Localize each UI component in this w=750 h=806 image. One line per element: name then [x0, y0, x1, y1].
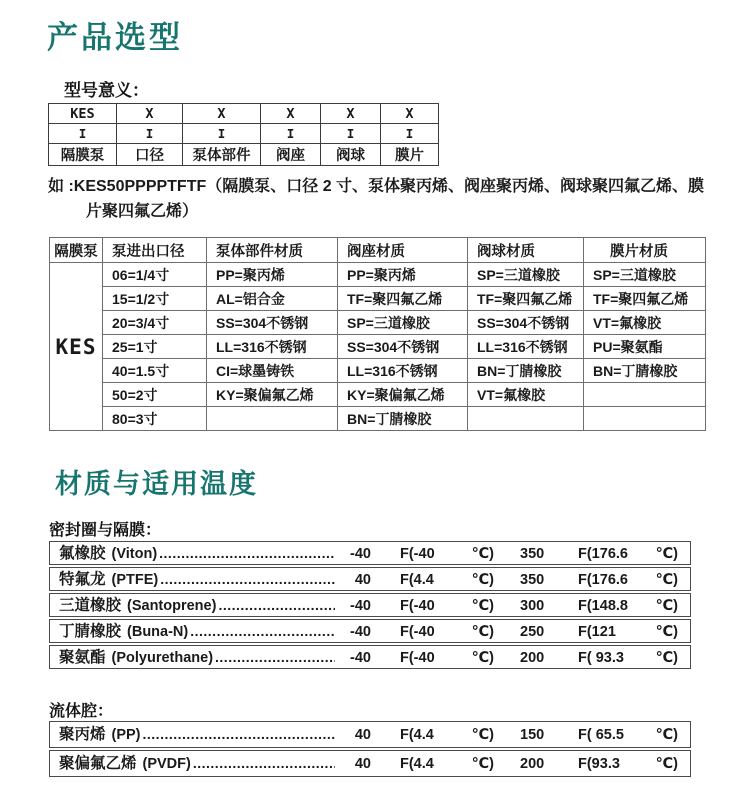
selection-table-row: [50, 311, 706, 335]
dot-leader: [218, 595, 335, 615]
temperature-row: [49, 750, 691, 777]
selection-table-row: [50, 359, 706, 383]
dot-leader: [215, 647, 335, 667]
celsius-unit: ℃): [471, 727, 494, 743]
material-en-name: (PVDF): [142, 756, 191, 772]
model-table-row: [49, 124, 439, 144]
min-temp-c: [400, 753, 494, 776]
material-name: 聚偏氟乙烯: [59, 755, 137, 772]
max-temp-c: [578, 753, 678, 776]
model-code-cell: X: [117, 104, 183, 124]
min-temp-c: [400, 724, 494, 747]
min-temp-c: [400, 570, 494, 590]
model-pipe-cell: I: [321, 124, 381, 144]
max-temp-c-value: F( 93.3: [578, 650, 624, 666]
min-temp-c: [400, 596, 494, 616]
dot-leader: [143, 723, 335, 746]
material-name: 特氟龙: [59, 571, 106, 588]
selection-header-2: 泵进出口径: [103, 238, 207, 263]
selection-table-cell: PP=聚丙烯: [207, 263, 338, 287]
selection-table-cell: [468, 407, 584, 431]
max-temp-f: 300: [520, 598, 545, 614]
model-code-cell: X: [381, 104, 439, 124]
temperature-row: [49, 619, 691, 643]
min-temp-f: -40: [350, 546, 371, 562]
min-temp-f: 40: [354, 572, 371, 588]
min-temp-c-value: F(4.4: [400, 756, 434, 772]
max-temp-f: 200: [520, 650, 545, 666]
material-name: 聚氨酯: [59, 649, 106, 666]
selection-header-5: 阀球材质: [468, 238, 584, 263]
min-temp-c: [400, 648, 494, 668]
material-name: 三道橡胶: [59, 597, 122, 614]
material-name: 聚丙烯: [59, 726, 106, 743]
material-en-name: (PTFE): [111, 572, 159, 588]
selection-table-cell: VT=氟橡胶: [468, 383, 584, 407]
dot-leader: [190, 621, 335, 641]
selection-table-cell: VT=氟橡胶: [584, 311, 706, 335]
selection-table-cell: [584, 383, 706, 407]
model-code-cell: X: [183, 104, 261, 124]
min-temp-f: -40: [350, 624, 371, 640]
temperature-row: [49, 645, 691, 669]
material-en-name: (PP): [111, 727, 141, 743]
celsius-unit: ℃): [471, 546, 494, 562]
temperature-row: [49, 721, 691, 748]
selection-table-row: [50, 335, 706, 359]
selection-table-row: [50, 383, 706, 407]
selection-table-header-row: [50, 238, 706, 263]
page-title-product-selection: 产品选型: [47, 20, 183, 55]
selection-table-cell: PU=聚氨酯: [584, 335, 706, 359]
max-temp-c: [578, 724, 678, 747]
selection-table-cell: 06=1/4寸: [103, 263, 207, 287]
temperature-row: [49, 567, 691, 591]
min-temp-c-value: F(-40: [400, 624, 435, 640]
material-en-name: (Polyurethane): [111, 650, 214, 666]
selection-table-cell: SS=304不锈钢: [468, 311, 584, 335]
model-example-line2: 片聚四氟乙烯）: [86, 203, 199, 220]
min-temp-c: [400, 544, 494, 564]
selection-header-1: 隔膜泵: [50, 238, 103, 263]
selection-table-cell: 15=1/2寸: [103, 287, 207, 311]
model-pipe-cell: I: [381, 124, 439, 144]
selection-table-cell: LL=316不锈钢: [468, 335, 584, 359]
min-temp-f: 40: [354, 727, 371, 743]
celsius-unit: ℃): [471, 756, 494, 772]
selection-table-cell: KY=聚偏氟乙烯: [338, 383, 468, 407]
max-temp-c: [578, 648, 678, 668]
selection-table-cell: BN=丁腈橡胶: [468, 359, 584, 383]
model-pipe-cell: I: [117, 124, 183, 144]
selection-header-6: 膜片材质: [584, 238, 706, 263]
min-temp-c-value: F(-40: [400, 546, 435, 562]
dot-leader: [193, 752, 335, 775]
selection-table-cell: CI=球墨铸铁: [207, 359, 338, 383]
series-code-cell: KES: [50, 263, 103, 431]
seal-diaphragm-label: 密封圈与隔膜：: [49, 522, 162, 539]
celsius-unit: ℃): [655, 572, 678, 588]
selection-table-row: [50, 287, 706, 311]
seal-temperature-table: [49, 541, 691, 671]
selection-table-head: [50, 238, 706, 263]
selection-table-cell: SS=304不锈钢: [338, 335, 468, 359]
celsius-unit: ℃): [655, 546, 678, 562]
model-name-cell: 口径: [117, 144, 183, 166]
max-temp-c-value: F(121: [578, 624, 616, 640]
celsius-unit: ℃): [471, 650, 494, 666]
model-name-cell: 泵体部件: [183, 144, 261, 166]
model-table-row: [49, 104, 439, 124]
model-pipe-cell: I: [183, 124, 261, 144]
model-name-cell: 阀座: [261, 144, 321, 166]
max-temp-c-value: F(176.6: [578, 546, 628, 562]
min-temp-c-value: F(-40: [400, 598, 435, 614]
material-en-name: (Viton): [111, 546, 158, 562]
dot-leader: [160, 569, 335, 589]
model-example-text: [48, 174, 720, 224]
min-temp-c-value: F(-40: [400, 650, 435, 666]
material-en-name: (Santoprene): [127, 598, 217, 614]
min-temp-f: -40: [350, 650, 371, 666]
section-title-materials-temperature: 材质与适用温度: [55, 469, 258, 499]
selection-table-cell: PP=聚丙烯: [338, 263, 468, 287]
max-temp-f: 200: [520, 756, 545, 772]
selection-header-4: 阀座材质: [338, 238, 468, 263]
model-code-cell: KES: [49, 104, 117, 124]
selection-table-cell: SS=304不锈钢: [207, 311, 338, 335]
model-name-cell: 膜片: [381, 144, 439, 166]
max-temp-f: 350: [520, 546, 545, 562]
model-code-table-body: [49, 104, 439, 166]
selection-table-row: [50, 407, 706, 431]
model-code-table: [48, 103, 439, 166]
max-temp-c: [578, 622, 678, 642]
model-name-cell: 阀球: [321, 144, 381, 166]
selection-table-cell: SP=三道橡胶: [584, 263, 706, 287]
min-temp-f: -40: [350, 598, 371, 614]
material-name: 丁腈橡胶: [59, 623, 122, 640]
fluid-temperature-table: [49, 721, 691, 779]
max-temp-f: 350: [520, 572, 545, 588]
dot-leader: [159, 543, 335, 563]
selection-table-cell: 25=1寸: [103, 335, 207, 359]
model-code-cell: X: [261, 104, 321, 124]
selection-table-cell: SP=三道橡胶: [468, 263, 584, 287]
material-en-name: (Buna-N): [127, 624, 189, 640]
min-temp-c-value: F(4.4: [400, 572, 434, 588]
temperature-row: [49, 593, 691, 617]
selection-table: [49, 237, 706, 431]
selection-table-cell: SP=三道橡胶: [338, 311, 468, 335]
selection-table-cell: 50=2寸: [103, 383, 207, 407]
model-meaning-label: 型号意义：: [64, 81, 149, 100]
model-code-cell: X: [321, 104, 381, 124]
selection-table-cell: [207, 407, 338, 431]
celsius-unit: ℃): [471, 598, 494, 614]
max-temp-c-value: F(176.6: [578, 572, 628, 588]
selection-table-cell: 80=3寸: [103, 407, 207, 431]
selection-table-row: [50, 263, 706, 287]
fluid-chamber-label: 流体腔：: [49, 703, 114, 720]
selection-table-body: [50, 263, 706, 431]
celsius-unit: ℃): [655, 598, 678, 614]
celsius-unit: ℃): [655, 727, 678, 743]
selection-table-cell: LL=316不锈钢: [338, 359, 468, 383]
material-name: 氟橡胶: [59, 545, 106, 562]
selection-table-cell: 40=1.5寸: [103, 359, 207, 383]
selection-table-cell: AL=铝合金: [207, 287, 338, 311]
max-temp-c-value: F(93.3: [578, 756, 620, 772]
max-temp-c: [578, 544, 678, 564]
selection-table-cell: LL=316不锈钢: [207, 335, 338, 359]
selection-table-cell: BN=丁腈橡胶: [584, 359, 706, 383]
min-temp-c-value: F(4.4: [400, 727, 434, 743]
selection-table-cell: KY=聚偏氟乙烯: [207, 383, 338, 407]
celsius-unit: ℃): [471, 624, 494, 640]
celsius-unit: ℃): [655, 756, 678, 772]
selection-table-cell: TF=聚四氟乙烯: [338, 287, 468, 311]
min-temp-c: [400, 622, 494, 642]
celsius-unit: ℃): [655, 650, 678, 666]
selection-table-cell: 20=3/4寸: [103, 311, 207, 335]
selection-table-cell: BN=丁腈橡胶: [338, 407, 468, 431]
model-table-row: [49, 144, 439, 166]
temperature-row: [49, 541, 691, 565]
selection-table-cell: [584, 407, 706, 431]
max-temp-f: 150: [520, 727, 545, 743]
model-name-cell: 隔膜泵: [49, 144, 117, 166]
max-temp-f: 250: [520, 624, 545, 640]
max-temp-c-value: F(148.8: [578, 598, 628, 614]
model-pipe-cell: I: [49, 124, 117, 144]
max-temp-c: [578, 570, 678, 590]
model-pipe-cell: I: [261, 124, 321, 144]
model-example-line1: 如 :KES50PPPPTFTF（隔膜泵、口径 2 寸、泵体聚丙烯、阀座聚丙烯、阀球聚四氟乙烯、膜: [48, 178, 705, 195]
selection-header-3: 泵体部件材质: [207, 238, 338, 263]
min-temp-f: 40: [354, 756, 371, 772]
selection-table-cell: TF=聚四氟乙烯: [468, 287, 584, 311]
celsius-unit: ℃): [471, 572, 494, 588]
max-temp-c: [578, 596, 678, 616]
max-temp-c-value: F( 65.5: [578, 727, 624, 743]
selection-table-cell: TF=聚四氟乙烯: [584, 287, 706, 311]
celsius-unit: ℃): [655, 624, 678, 640]
